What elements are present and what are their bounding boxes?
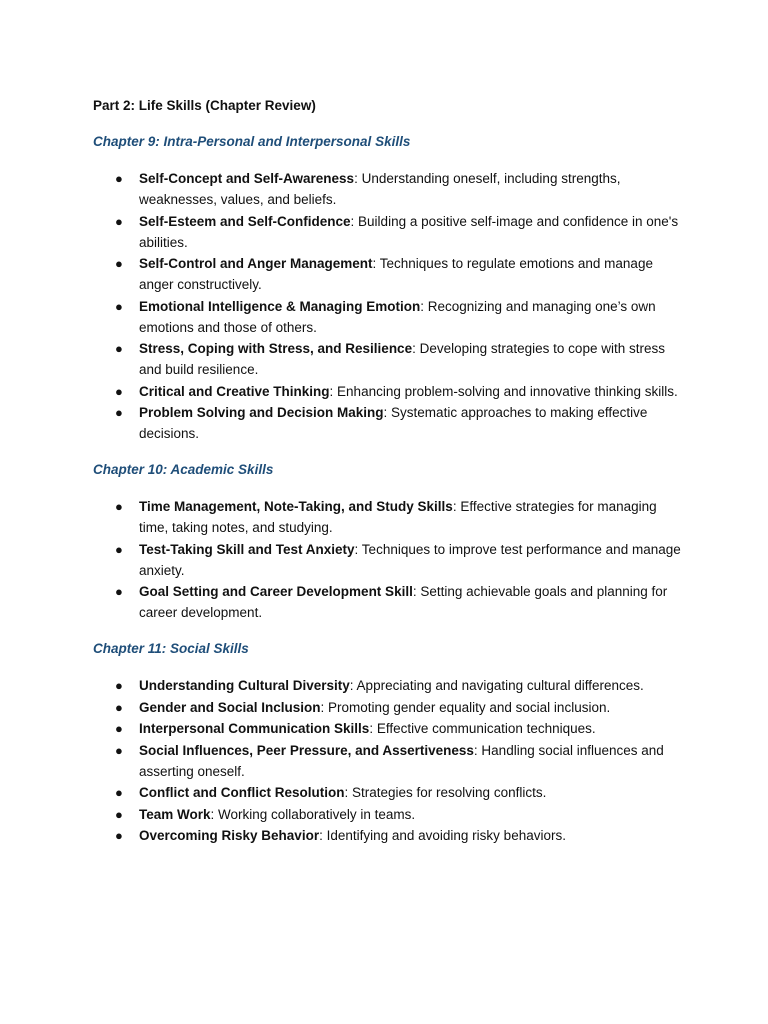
list-item xyxy=(93,581,683,623)
item-desc: : Effective strategies for managing time, taking notes, and studying. xyxy=(139,499,657,535)
item-term: Time Management, Note-Taking, and Study Skills xyxy=(139,499,453,514)
bullet-icon: ● xyxy=(115,213,123,229)
item-desc: : Appreciating and navigating cultural differences. xyxy=(349,678,644,693)
item-term: Social Influences, Peer Pressure, and Assertiveness xyxy=(139,742,474,758)
item-term: Self-Esteem and Self-Confidence xyxy=(139,213,351,229)
item-desc: : Enhancing problem-solving and innovative thinking skills. xyxy=(329,383,678,399)
item-desc: : Identifying and avoiding risky behaviors. xyxy=(319,828,566,843)
item-desc: : Handling social influences and asserting oneself. xyxy=(139,742,664,779)
chapter-9-list xyxy=(93,168,683,444)
bullet-icon: ● xyxy=(115,678,123,693)
bullet-icon: ● xyxy=(115,405,123,420)
list-item xyxy=(93,718,683,739)
list-item xyxy=(93,675,683,696)
bullet-icon: ● xyxy=(115,584,123,599)
document-page xyxy=(93,96,683,862)
item-term: Emotional Intelligence & Managing Emotion xyxy=(139,298,421,314)
list-item xyxy=(93,496,683,538)
bullet-icon: ● xyxy=(115,699,123,715)
item-term: Stress, Coping with Stress, and Resilience xyxy=(139,341,413,356)
item-term: Test-Taking Skill and Test Anxiety xyxy=(139,541,355,557)
chapter-11-title: Chapter 11: Social Skills xyxy=(93,641,249,656)
item-term: Understanding Cultural Diversity xyxy=(139,678,350,693)
item-desc: : Strategies for resolving conflicts. xyxy=(344,785,547,800)
bullet-icon: ● xyxy=(115,541,123,557)
item-desc: : Working collaboratively in teams. xyxy=(210,806,416,822)
list-item xyxy=(93,402,683,444)
chapter-11-list xyxy=(93,675,683,846)
bullet-icon: ● xyxy=(115,341,123,356)
list-item xyxy=(93,539,683,581)
list-item xyxy=(93,211,683,253)
item-term: Overcoming Risky Behavior xyxy=(139,828,320,843)
item-desc: : Effective communication techniques. xyxy=(369,721,596,736)
item-desc: : Building a positive self-image and confidence in one's abilities. xyxy=(139,213,679,250)
item-term: Self-Concept and Self-Awareness xyxy=(139,171,355,186)
list-item xyxy=(93,825,683,846)
item-term: Self-Control and Anger Management xyxy=(139,256,373,271)
chapter-9-title: Chapter 9: Intra-Personal and Interpersonal Skills xyxy=(93,134,411,149)
item-desc: : Promoting gender equality and social inclusion. xyxy=(320,699,611,715)
item-desc: : Recognizing and managing one’s own emotions and those of others. xyxy=(139,298,656,335)
list-item xyxy=(93,697,683,718)
item-desc: : Developing strategies to cope with stress and build resilience. xyxy=(139,341,665,377)
bullet-icon: ● xyxy=(115,742,123,758)
list-item xyxy=(93,740,683,782)
item-desc: : Systematic approaches to making effective decisions. xyxy=(139,405,648,441)
item-term: Goal Setting and Career Development Skill xyxy=(139,584,413,599)
item-desc: : Setting achievable goals and planning for career development. xyxy=(139,584,668,620)
bullet-icon: ● xyxy=(115,383,123,399)
chapter-10-title: Chapter 10: Academic Skills xyxy=(93,462,274,477)
list-item xyxy=(93,381,683,402)
list-item xyxy=(93,804,683,825)
bullet-icon: ● xyxy=(115,828,123,843)
item-term: Critical and Creative Thinking xyxy=(139,383,330,399)
bullet-icon: ● xyxy=(115,785,123,800)
item-term: Team Work xyxy=(139,806,211,822)
item-desc: : Techniques to improve test performance and manage anxiety. xyxy=(139,541,681,578)
list-item xyxy=(93,338,683,380)
part-title: Part 2: Life Skills (Chapter Review) xyxy=(93,98,316,113)
bullet-icon: ● xyxy=(115,721,123,736)
bullet-icon: ● xyxy=(115,298,123,314)
bullet-icon: ● xyxy=(115,171,123,186)
list-item xyxy=(93,253,683,295)
item-term: Interpersonal Communication Skills xyxy=(139,721,370,736)
item-term: Gender and Social Inclusion xyxy=(139,699,321,715)
list-item xyxy=(93,782,683,803)
bullet-icon: ● xyxy=(115,806,123,822)
chapter-10-list xyxy=(93,496,683,623)
bullet-icon: ● xyxy=(115,256,123,271)
item-desc: : Techniques to regulate emotions and manage anger constructively. xyxy=(139,256,653,292)
item-term: Problem Solving and Decision Making xyxy=(139,405,384,420)
list-item xyxy=(93,168,683,210)
list-item xyxy=(93,296,683,338)
item-desc: : Understanding oneself, including strengths, weaknesses, values, and beliefs. xyxy=(139,171,621,207)
bullet-icon: ● xyxy=(115,499,123,514)
item-term: Conflict and Conflict Resolution xyxy=(139,785,345,800)
